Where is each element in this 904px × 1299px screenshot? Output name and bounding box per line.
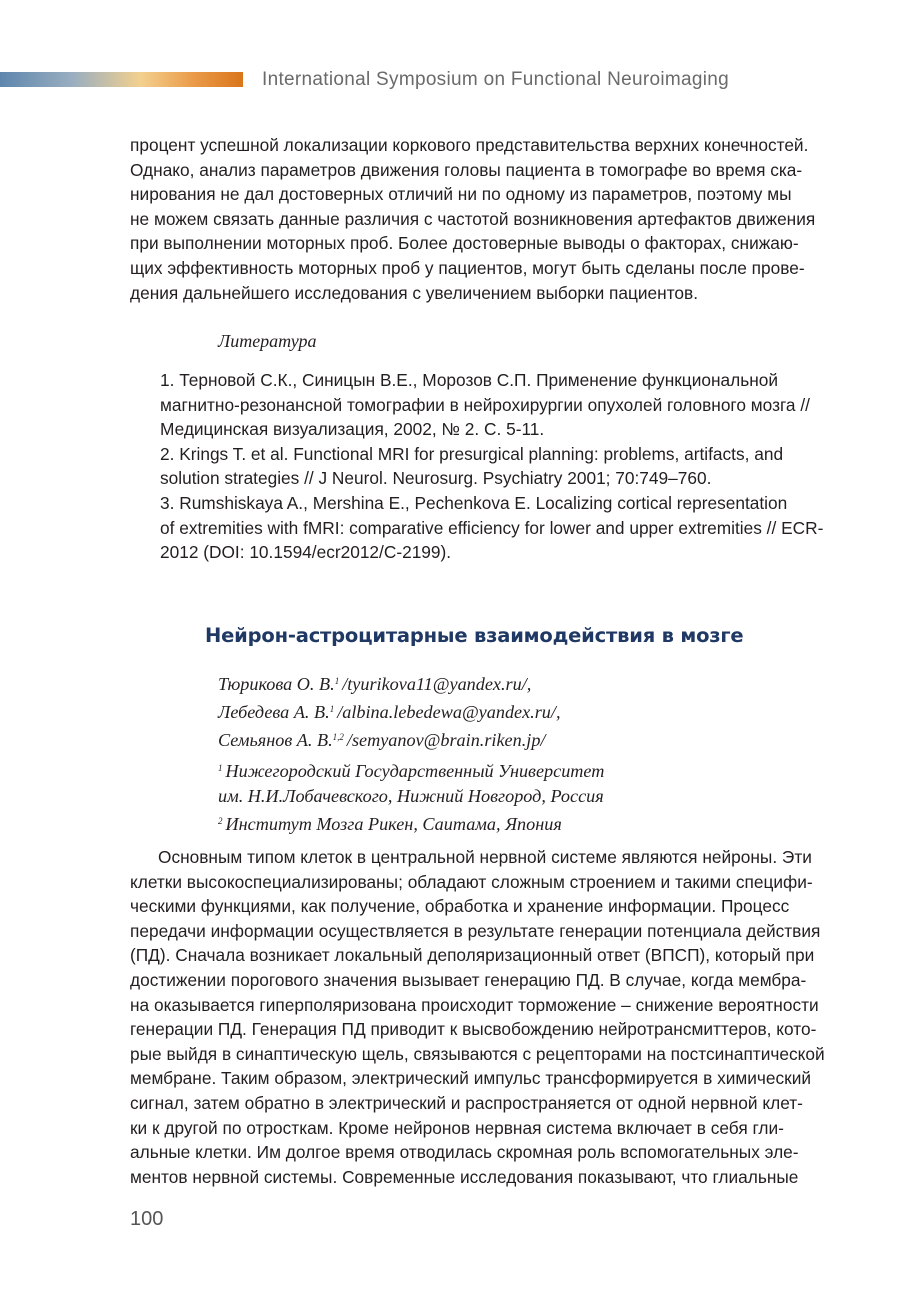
affiliation-line — [218, 809, 604, 837]
affiliation-text: им. Н.И.Лобачевского, Нижний Новгород, Россия — [218, 786, 604, 806]
text-line: (ПД). Сначала возникает локальный деполяризационный ответ (ВПСП), который при — [130, 945, 815, 966]
text-line: процент успешной локализации коркового представительства верхних конечностей. — [130, 135, 809, 155]
text-line: клетки высокоспециализированы; обладают сложным строением и такими специфи- — [130, 871, 813, 892]
affiliation-line — [218, 784, 604, 809]
author-email: /albina.lebedewa@yandex.ru/, — [337, 702, 561, 722]
running-header-title: International Symposium on Functional Neuroimaging — [262, 69, 730, 90]
text-line: сигнал, затем обратно в электрический и распространяется от одной нервной клет- — [130, 1092, 803, 1113]
literature-heading: Литература — [218, 331, 317, 351]
text-line: генерации ПД. Генерация ПД приводит к высвобождению нейротрансмиттеров, кото- — [130, 1019, 817, 1040]
text-line: нирования не дал достоверных отличий ни по одному из параметров, поэтому мы — [130, 184, 792, 205]
reference-item — [130, 368, 827, 442]
reference-line: solution strategies // J Neurol. Neurosurg. Psychiatry 2001; 70:749–760. — [160, 468, 712, 489]
author-affiliation-mark: 1 — [329, 704, 335, 714]
page-number: 100 — [130, 1208, 164, 1230]
author-email: /semyanov@brain.riken.jp/ — [346, 730, 546, 750]
reference-line: 3. Rumshiskaya A., Mershina E., Pechenkova E. Localizing cortical representation — [160, 492, 788, 513]
reference-list — [130, 368, 827, 565]
text-line: ки к другой по отросткам. Кроме нейронов нервная система включает в себя гли- — [130, 1117, 784, 1138]
reference-line: магнитно-резонансной томографии в нейрохирургии опухолей головного мозга // — [160, 394, 810, 415]
author-entry — [218, 725, 561, 753]
affiliation-text: Нижегородский Государственный Университет — [225, 761, 605, 781]
text-line: ментов нервной системы. Современные исследования показывают, что глиальные — [130, 1166, 799, 1187]
text-line: ческими функциями, как получение, обработка и хранение информации. Процесс — [130, 896, 790, 917]
author-affiliation-mark: 1,2 — [332, 732, 344, 742]
header-accent-bar — [0, 72, 243, 87]
author-name: Семьянов А. В. — [218, 730, 333, 750]
article-body — [130, 845, 827, 1189]
affiliation-list — [218, 756, 604, 837]
text-line: щих эффективность моторных проб у пациентов, могут быть сделаны после прове- — [130, 257, 805, 278]
text-line: достижении порогового значения вызывает генерацию ПД. В случае, когда мембра- — [130, 969, 807, 990]
author-list — [218, 669, 561, 753]
text-line: не можем связать данные различия с частотой возникновения артефактов движения — [130, 208, 816, 229]
affiliation-mark: 2 — [218, 816, 223, 826]
reference-line: 2. Krings T. et al. Functional MRI for presurgical planning: problems, artifacts, and — [160, 443, 784, 464]
affiliation-text: Институт Мозга Рикен, Саитама, Япония — [225, 814, 562, 834]
text-line: мембране. Таким образом, электрический импульс трансформируется в химический — [130, 1068, 812, 1089]
author-affiliation-mark: 1 — [334, 676, 340, 686]
text-line: дения дальнейшего исследования с увеличением выборки пациентов. — [130, 282, 699, 303]
reference-line: 2012 (DOI: 10.1594/ecr2012/C-2199). — [160, 542, 452, 563]
author-name: Тюрикова О. В. — [218, 674, 335, 694]
author-entry — [218, 697, 561, 725]
reference-line: of extremities with fMRI: comparative efficiency for lower and upper extremities // ECR- — [160, 517, 824, 538]
reference-line: Медицинская визуализация, 2002, № 2. С. 5-11. — [160, 419, 545, 440]
text-line: Однако, анализ параметров движения головы пациента в томографе во время ска- — [130, 159, 803, 180]
reference-line: 1. Терновой С.К., Синицын В.Е., Морозов С.П. Применение функциональной — [160, 370, 779, 390]
affiliation-line — [218, 756, 604, 784]
reference-item — [130, 491, 827, 565]
affiliation-mark: 1 — [218, 763, 223, 773]
author-entry — [218, 669, 561, 697]
reference-item — [130, 442, 827, 491]
text-line: на оказывается гиперполяризована происходит торможение – снижение вероятности — [130, 994, 819, 1015]
text-line: при выполнении моторных проб. Более достоверные выводы о факторах, снижаю- — [130, 233, 799, 254]
article-title: Нейрон-астроцитарные взаимодействия в мозге — [205, 624, 744, 647]
intro-paragraph — [130, 133, 827, 305]
text-line: рые выйдя в синаптическую щель, связываются с рецепторами на постсинаптической — [130, 1043, 825, 1064]
text-line: передачи информации осуществляется в результате генерации потенциала действия — [130, 920, 821, 941]
author-name: Лебедева А. В. — [218, 702, 330, 722]
text-line: Основным типом клеток в центральной нервной системе являются нейроны. Эти — [158, 847, 812, 867]
author-email: /tyurikova11@yandex.ru/, — [342, 674, 532, 694]
text-line: альные клетки. Им долгое время отводилась скромная роль вспомогательных эле- — [130, 1142, 799, 1163]
